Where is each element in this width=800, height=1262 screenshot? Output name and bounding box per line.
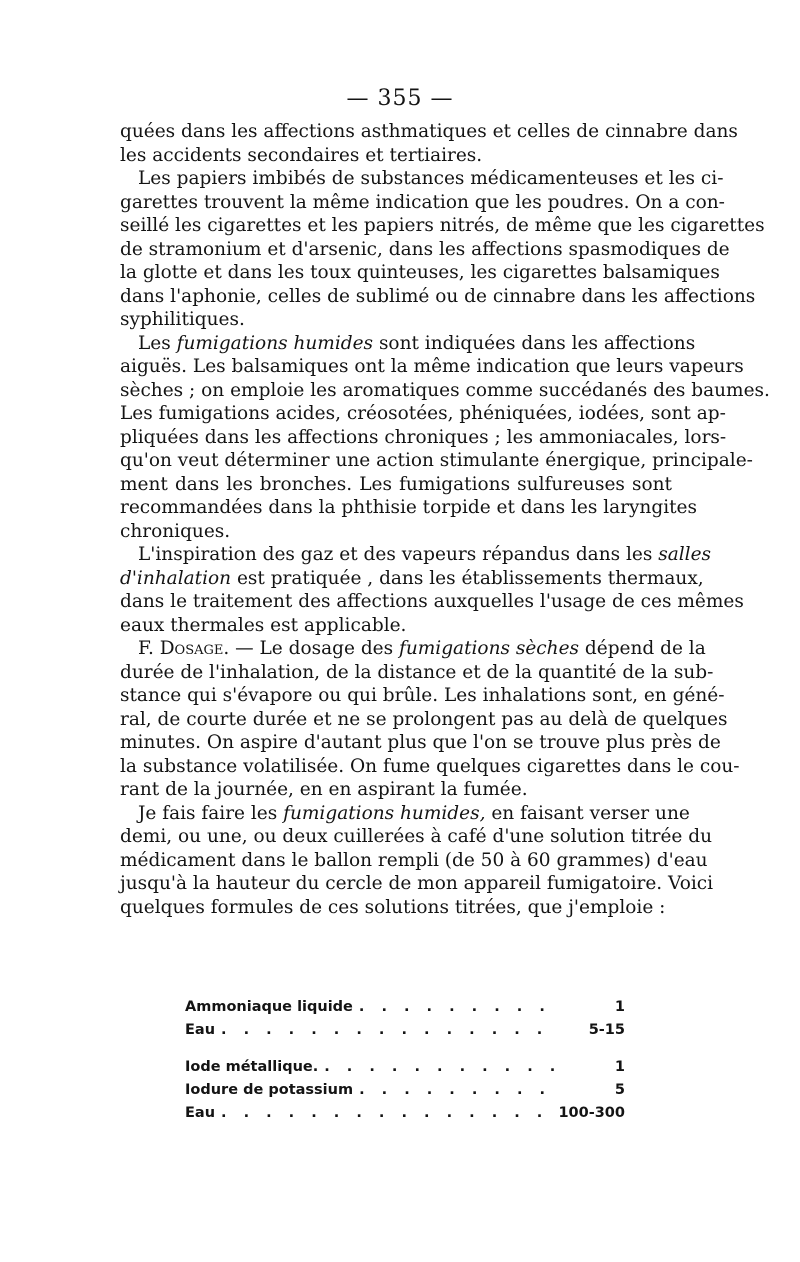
formula-row — [185, 996, 625, 1019]
dot-leader — [359, 996, 559, 1019]
text-line: la substance volatilisée. On fume quelques cigarettes dans le cou- — [120, 755, 740, 777]
italic-term: d'inhalation — [120, 567, 232, 589]
text-line: durée de l'inhalation, de la distance et de la quantité de la sub- — [120, 661, 714, 683]
ingredient-name: Iodure de potassium — [185, 1082, 354, 1098]
text-line: aiguës. Les balsamiques ont la même indication que leurs vapeurs — [120, 356, 744, 377]
formula-row — [185, 1056, 625, 1079]
text-line: pliquées dans les affections chroniques ; les ammoniacales, lors- — [120, 426, 727, 448]
formula-row — [185, 1019, 625, 1042]
body-text — [120, 120, 770, 919]
section-lead: Dosage. — [159, 638, 230, 659]
text-line: quelques formules de ces solutions titrées, que j'emploie : — [120, 896, 666, 918]
text-run: F. — [138, 638, 160, 659]
text-line: Les papiers imbibés de substances médicamenteuses et les ci- — [138, 168, 724, 189]
ingredient-name: Eau — [185, 1022, 216, 1038]
text-line — [120, 637, 706, 661]
ingredient-quantity: 5 — [614, 1082, 625, 1098]
text-line: ral, de courte durée et ne se prolongent pas au delà de quelques — [120, 708, 728, 730]
text-line: eaux thermales est applicable. — [120, 614, 407, 636]
text-line: qu'on veut déterminer une action stimulante énergique, principale- — [120, 450, 753, 471]
ingredient-quantity: 5-15 — [588, 1022, 625, 1038]
ingredient-quantity: 1 — [614, 1059, 625, 1075]
text-line: stance qui s'évapore ou qui brûle. Les inhalations sont, en géné- — [120, 685, 725, 706]
text-line: syphilitiques. — [120, 309, 245, 330]
text-line: dans l'aphonie, celles de sublimé ou de cinnabre dans les affections — [120, 285, 756, 307]
italic-term: fumigations sèches — [398, 638, 580, 659]
italic-term: fumigations humides — [176, 332, 374, 354]
italic-term: fumigations humides, — [283, 802, 486, 824]
text-line: dans le traitement des affections auxquelles l'usage de ces mêmes — [120, 591, 744, 612]
text-run: en faisant verser une — [485, 802, 690, 824]
italic-term: salles — [658, 544, 712, 565]
text-line: seillé les cigarettes et les papiers nitrés, de même que les cigarettes — [120, 215, 765, 236]
text-line: chroniques. — [120, 520, 231, 542]
text-run: Je fais faire les — [138, 802, 284, 824]
text-line: ment dans les bronches. Les fumigations sulfureuses sont — [120, 473, 672, 495]
dot-leader — [324, 1056, 559, 1079]
dot-leader — [221, 1019, 559, 1042]
text-run: dépend de la — [579, 638, 706, 659]
text-line: de stramonium et d'arsenic, dans les affections spasmodiques de — [120, 238, 730, 260]
text-line — [120, 802, 690, 826]
text-line: les accidents secondaires et tertiaires. — [120, 144, 483, 166]
text-line: garettes trouvent la même indication que les poudres. On a con- — [120, 191, 725, 213]
dot-leader — [359, 1079, 559, 1102]
dot-leader — [221, 1102, 552, 1125]
formula-list — [185, 996, 625, 1125]
formula-row — [185, 1079, 625, 1102]
page-number: — 355 — — [346, 86, 454, 111]
formula-row — [185, 1102, 625, 1125]
text-line: Les fumigations acides, créosotées, phéniquées, iodées, sont ap- — [120, 403, 726, 424]
text-line: la glotte et dans les toux quinteuses, les cigarettes balsamiques — [120, 262, 720, 283]
text-run: est pratiquée , dans les établissements thermaux, — [231, 567, 704, 589]
text-run: — Le dosage des — [229, 638, 399, 659]
ingredient-name: Iode métallique. — [185, 1059, 319, 1075]
text-line — [120, 567, 704, 591]
text-line — [120, 332, 696, 356]
formula-spacer — [185, 1042, 625, 1056]
text-run: Les — [138, 332, 177, 354]
text-line: sèches ; on emploie les aromatiques comme succédanés des baumes. — [120, 379, 770, 401]
text-line: demi, ou une, ou deux cuillerées à café d'une solution titrée du — [120, 826, 712, 847]
text-run: sont indiquées dans les affections — [373, 332, 696, 354]
ingredient-name: Eau — [185, 1105, 216, 1121]
ingredient-name: Ammoniaque liquide — [185, 999, 353, 1015]
text-line: médicament dans le ballon rempli (de 50 à 60 grammes) d'eau — [120, 849, 708, 871]
text-run: L'inspiration des gaz et des vapeurs répandus dans les — [138, 544, 659, 565]
text-line: quées dans les affections asthmatiques et celles de cinnabre dans — [120, 121, 738, 142]
text-line: minutes. On aspire d'autant plus que l'on se trouve plus près de — [120, 732, 721, 753]
ingredient-quantity: 100-300 — [558, 1105, 625, 1121]
ingredient-quantity: 1 — [614, 999, 625, 1015]
text-line: recommandées dans la phthisie torpide et dans les laryngites — [120, 497, 697, 518]
text-line: jusqu'à la hauteur du cercle de mon appareil fumigatoire. Voici — [120, 873, 714, 894]
text-line — [120, 543, 712, 567]
text-line: rant de la journée, en en aspirant la fumée. — [120, 779, 528, 800]
